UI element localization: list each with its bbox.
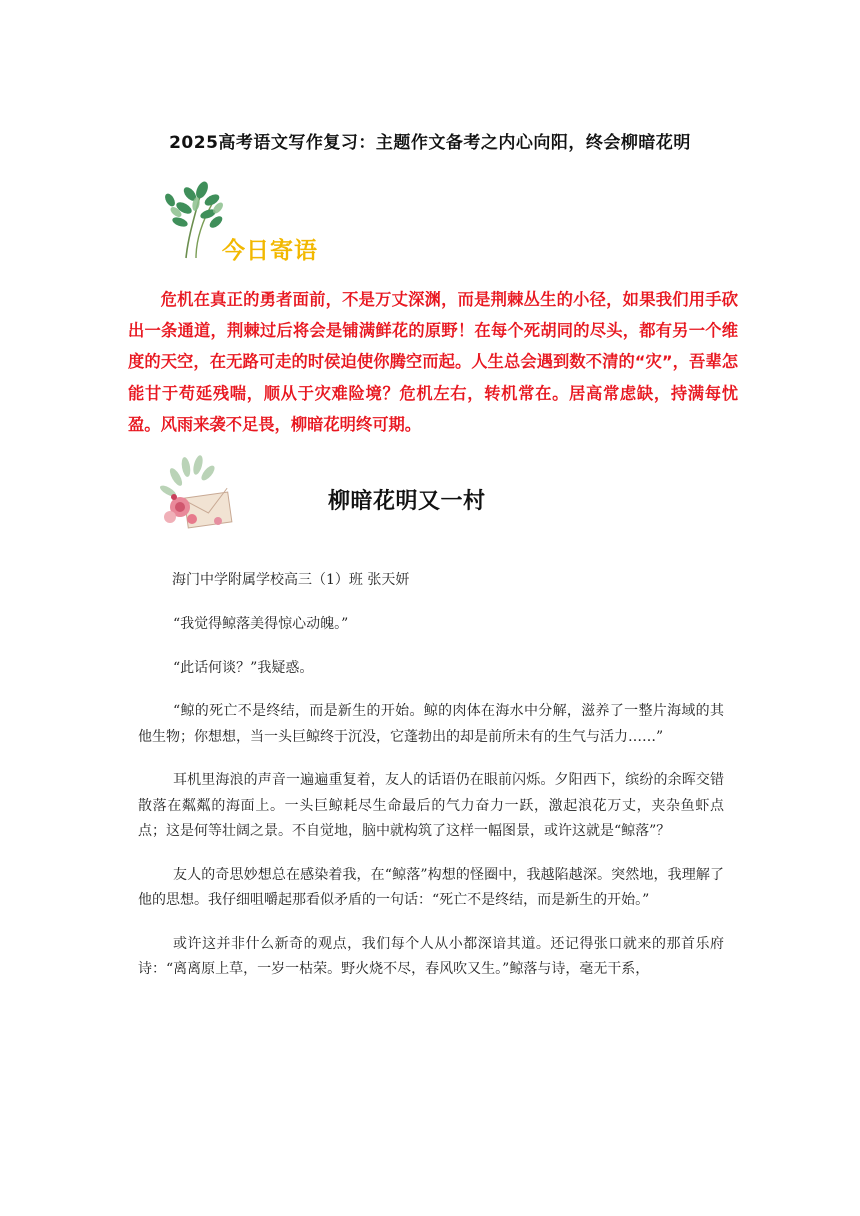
- essay-title: 柳暗花明又一村: [328, 489, 486, 514]
- essay-paragraph: “我觉得鲸落美得惊心动魄。”: [173, 616, 349, 632]
- essay-paragraph: 友人的奇思妙想总在感染着我，在“鲸落”构想的怪圈中，我越陷越深。突然地，我理解了他的思想。我仔细咀嚼起那看似矛盾的一句话：“死亡不是终结，而是新生的开始。”: [138, 866, 724, 908]
- leafy-branch-icon: [156, 178, 228, 260]
- essay-paragraph: “鲸的死亡不是终结，而是新生的开始。鲸的肉体在海水中分解，滋养了一整片海域的其他生物；你想想，当一头巨鲸终于沉没，它蓬勃出的却是前所未有的生气与活力……”: [138, 703, 724, 745]
- flower-envelope-icon: [156, 455, 242, 537]
- essay-paragraph: 或许这并非什么新奇的观点，我们每个人从小都深谙其道。还记得张口就来的那首乐府诗：“离离原上草，一岁一枯荣。野火烧不尽，春风吹又生。”鲸落与诗，毫无干系，: [138, 935, 724, 977]
- document-title: 2025高考语文写作复习：主题作文备考之内心向阳，终会柳暗花明: [169, 133, 691, 153]
- motto-text: 危机在真正的勇者面前，不是万丈深渊，而是荆棘丛生的小径，如果我们用手砍出一条通道，荆棘过后将会是铺满鲜花的原野！在每个死胡同的尽头，都有另一个维度的天空，在无路可走的时侯迫使你腾空而起。人生总会遇到数不清的“灾”，吾辈怎能甘于苟延残喘，顺从于灾难险境？危机左右，转机常在。居高常虑缺，持满每忧盈。风雨来袭不足畏，柳暗花明终可期。: [128, 290, 738, 434]
- essay-author: 海门中学附属学校高三（1）班 张天妍: [172, 572, 410, 588]
- essay-body: [138, 612, 724, 1001]
- essay-paragraph: 耳机里海浪的声音一遍遍重复着，友人的话语仍在眼前闪烁。夕阳西下，缤纷的余晖交错散落在粼粼的海面上。一头巨鲸耗尽生命最后的气力奋力一跃，激起浪花万丈，夹杂鱼虾点点；这是何等壮阔之景。不自觉地，脑中就构筑了这样一幅图景，或许这就是“鲸落”？: [138, 772, 724, 839]
- essay-paragraph: “此话何谈？”我疑惑。: [173, 659, 314, 676]
- motto-heading: 今日寄语: [222, 238, 318, 264]
